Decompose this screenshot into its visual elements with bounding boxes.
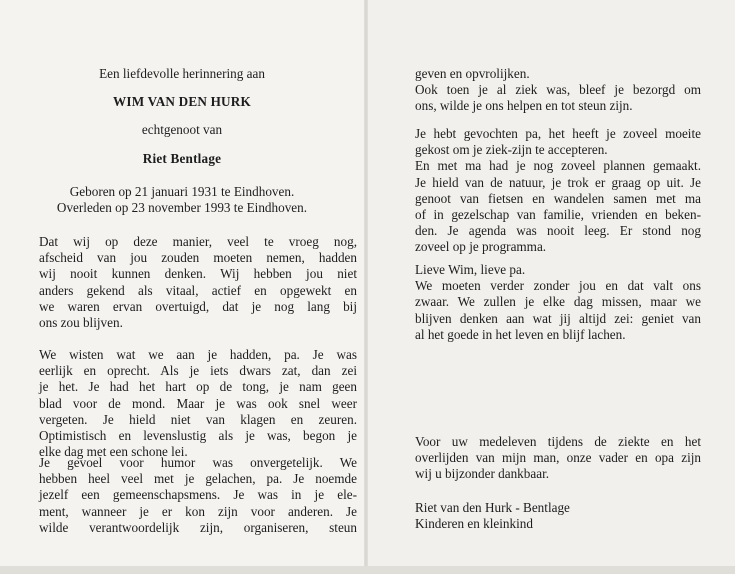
right-paragraph-1 (415, 66, 701, 115)
text-line: ons, wilde je ons helpen en tot steun zijn. (415, 98, 633, 114)
text-line: den. Je agenda was nooit leeg. Er stond nog (415, 223, 701, 239)
text-line: zwaar. We zullen je elke dag missen, maar we (415, 294, 701, 310)
text-line: wij u bijzonder dankbaar. (415, 466, 550, 482)
text-line: En met ma had je nog zoveel plannen gemaakt. (415, 158, 701, 174)
text-line: of in gezelschap van familie, vrienden en beken- (415, 207, 701, 223)
right-paragraph-3 (415, 262, 701, 343)
text-line: gekost om je ziek-zijn te accepteren. (415, 142, 608, 158)
text-line: Je gevoel voor humor was onvergetelijk. We (39, 455, 357, 470)
text-line: blad voor de mond. Maar je was ook snel weer (39, 395, 357, 411)
text-line: wilde verantwoordelijk zijn, organiseren, steun (39, 519, 357, 535)
text-line: je het. Je had het hart op de tong, je nam geen (39, 379, 357, 395)
text-line: overlijden van mijn man, onze vader en opa zijn (415, 450, 701, 466)
text-line: genoot van fietsen en wandelen samen met ma (415, 190, 701, 206)
text-line: zoveel op je programma. (415, 239, 547, 255)
thank-you-note (415, 434, 701, 483)
text-line: jezelf een gemeenschapsmens. Je was in je ele- (39, 487, 357, 503)
signature-block (415, 500, 701, 532)
birth-line: Geboren op 21 januari 1931 te Eindhoven. (69, 184, 295, 199)
text-line: elke dag met een schone lei. (39, 444, 188, 460)
text-line: eerlijk en oprecht. Als je iets dwars zat, dan zei (39, 363, 357, 379)
text-line: ment, wanneer je er kon zijn voor anderen. Je (39, 503, 357, 519)
text-line: ons zou blijven. (39, 315, 123, 331)
text-line: afscheid van jou zouden moeten nemen, hadden (39, 250, 357, 266)
text-line: Je hebt gevochten pa, het heeft je zoveel moeite (415, 126, 701, 141)
left-paragraph-1 (39, 234, 357, 331)
death-line: Overleden op 23 november 1993 te Eindhoven. (56, 200, 308, 215)
text-line: vergeten. Je hield niet van klagen en zeuren. (39, 411, 357, 427)
text-line: Lieve Wim, lieve pa. (415, 262, 526, 277)
text-line: Je hield van de natuur, je trok er graag op uit. Je (415, 174, 701, 190)
text-line: Voor uw medeleven tijdens de ziekte en het (415, 434, 701, 449)
text-line: hebben heel veel met je gelachen, pa. Je noemde (39, 471, 357, 487)
text-line: al het goede in het leven en blijf lachen. (415, 326, 626, 342)
text-line: wij nooit kunnen denken. Wij hebben jou niet (39, 266, 357, 282)
text-line: anders gekend als vitaal, actief en opgewekt en (39, 282, 357, 298)
text-line: Ook toen je al ziek was, bleef je bezorgd om (415, 82, 701, 98)
left-paragraph-3 (39, 455, 357, 536)
text-line: we waren ervan overtuigd, dat je nog lang bij (39, 298, 357, 314)
relation-line: echtgenoot van (141, 122, 223, 137)
text-line: Dat wij op deze manier, veel te vroeg nog, (39, 234, 357, 249)
signature-line: Kinderen en kleinkind (415, 516, 533, 532)
text-line: We wisten wat we aan je hadden, pa. Je was (39, 347, 357, 362)
right-paragraph-2 (415, 126, 701, 256)
text-line: geven en opvrolijken. (415, 66, 530, 81)
intro-line: Een liefdevolle herinnering aan (99, 66, 265, 81)
text-line: blijven denken aan wat jij altijd zei: geniet van (415, 310, 701, 326)
text-line: Optimistisch en levenslustig als je was, begon je (39, 428, 357, 444)
card-bottom-edge (0, 566, 735, 574)
spouse-name: Riet Bentlage (142, 151, 222, 166)
left-paragraph-2 (39, 347, 357, 460)
text-line: We moeten verder zonder jou en dat valt ons (415, 278, 701, 294)
signature-line: Riet van den Hurk - Bentlage (415, 500, 570, 515)
deceased-name: WIM VAN DEN HURK (113, 94, 251, 109)
